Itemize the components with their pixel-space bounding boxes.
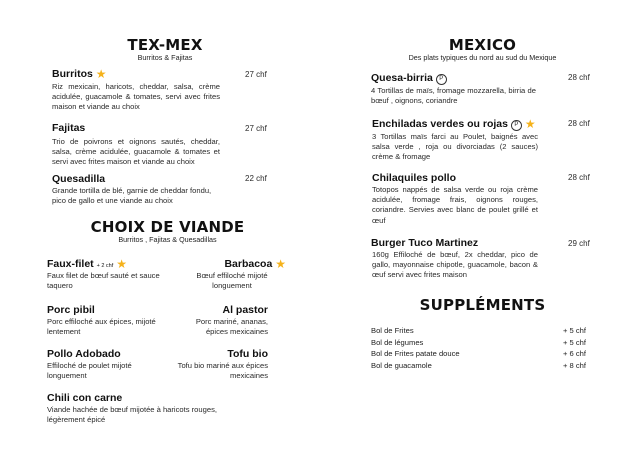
item-description: Faux filet de bœuf sauté et sauce taquero: [47, 271, 160, 291]
item-description: Porc mariné, ananas, épices mexicaines: [195, 317, 268, 337]
item-price: 28 chf: [568, 173, 590, 182]
star-icon: ★: [116, 257, 127, 271]
item-price: 29 chf: [568, 239, 590, 248]
mexico-title: MEXICO: [448, 36, 517, 54]
item-name: Chili con carne: [47, 392, 123, 404]
item-price: 27 chf: [245, 124, 267, 133]
item-name: Fajitas: [52, 122, 86, 134]
item-description: Grande tortilla de blé, garnie de cheddar fondu, pico de gallo et une viande au choix: [52, 186, 212, 206]
item-description: Riz mexicain, haricots, cheddar, salsa, crème acidulée, guacamole & tomates, servi avec frites maison et viande au choix: [52, 82, 220, 112]
texmex-subtitle: Burritos & Fajitas: [137, 53, 193, 62]
item-description: Bœuf effiloché mijoté longuement: [196, 271, 268, 291]
supplement-name: Bol de guacamole: [371, 360, 432, 370]
texmex-title: TEX-MEX: [127, 36, 203, 54]
supplement-row: [371, 338, 591, 350]
item-description: Trio de poivrons et oignons sautés, cheddar, salsa, crème acidulée, guacamole & tomates et servi avec frites maison et viande au choix: [52, 137, 220, 167]
pepper-badge-icon: P: [436, 74, 447, 85]
item-description: Totopos nappés de salsa verde ou roja crème acidulée, fromage frais, oignons rouges, coriandre. Servies avec blanc de poulet grillé et œuf: [372, 185, 538, 225]
item-name: Porc pibil: [47, 304, 95, 316]
item-name: Pollo Adobado: [47, 348, 121, 360]
item-name: Burger Tuco Martinez: [371, 237, 479, 249]
item-name: Enchiladas verdes ou rojas: [372, 118, 508, 130]
supplement-price: + 8 chf: [563, 360, 587, 370]
item-price: 27 chf: [245, 70, 267, 79]
mexico-subtitle: Des plats typiques du nord au sud du Mexique: [408, 53, 557, 62]
supplements-list: [371, 326, 591, 372]
supplement-row: [371, 361, 591, 373]
item-description: Effiloché de poulet mijoté longuement: [47, 361, 132, 381]
item-description: 3 Tortillas maïs farci au Poulet, baignés avec salsa verde , roja ou divorciadas (2 sauces) crème & fromage: [372, 132, 538, 162]
supplement-price: + 5 chf: [563, 337, 587, 347]
item-name: Faux-filet: [47, 258, 94, 270]
pepper-badge-icon: P: [511, 120, 522, 131]
star-icon: ★: [275, 257, 286, 271]
supplement-row: [371, 349, 591, 361]
star-icon: ★: [524, 117, 536, 131]
item-name: Al pastor: [222, 304, 268, 316]
item-price: 28 chf: [568, 119, 590, 128]
supplement-price: + 6 chf: [563, 349, 587, 358]
item-price: 28 chf: [568, 73, 590, 82]
viande-title: CHOIX DE VIANDE: [90, 218, 245, 236]
item-name: Quesa-birria: [371, 72, 433, 84]
item-name: Chilaquiles pollo: [372, 172, 457, 184]
item-description: Tofu bio mariné aux épices mexicaines: [177, 361, 268, 381]
item-price: 22 chf: [245, 174, 267, 183]
item-extra-price: + 2 chf: [96, 263, 114, 269]
viande-subtitle: Burritos , Fajitas & Quesadillas: [118, 235, 217, 244]
supplement-name: Bol de Frites patate douce: [371, 349, 460, 358]
supplement-price: + 5 chf: [563, 326, 587, 335]
supplement-name: Bol de Frites: [371, 326, 414, 335]
item-name: Barbacoa: [224, 258, 273, 270]
item-name: Burritos: [52, 68, 93, 80]
supplement-name: Bol de légumes: [371, 337, 424, 347]
item-description: 160g Effiloché de bœuf, 2x cheddar, pico de gallo, mayonnaise chipotle, guacamole, bacon & œuf servi avec frites maison: [372, 250, 538, 280]
item-description: Viande hachée de bœuf mijotée à haricots rouges, légèrement épicé: [47, 405, 217, 425]
supplement-row: [371, 326, 591, 338]
supplements-title: SUPPLÉMENTS: [419, 296, 546, 314]
item-description: Porc effiloché aux épices, mijoté lentement: [47, 317, 156, 337]
item-description: 4 Tortillas de maïs, fromage mozzarella, birria de bœuf , oignons, coriandre: [371, 86, 536, 106]
star-icon: ★: [95, 67, 107, 81]
item-name: Quesadilla: [52, 173, 106, 185]
item-name: Tofu bio: [227, 348, 268, 360]
